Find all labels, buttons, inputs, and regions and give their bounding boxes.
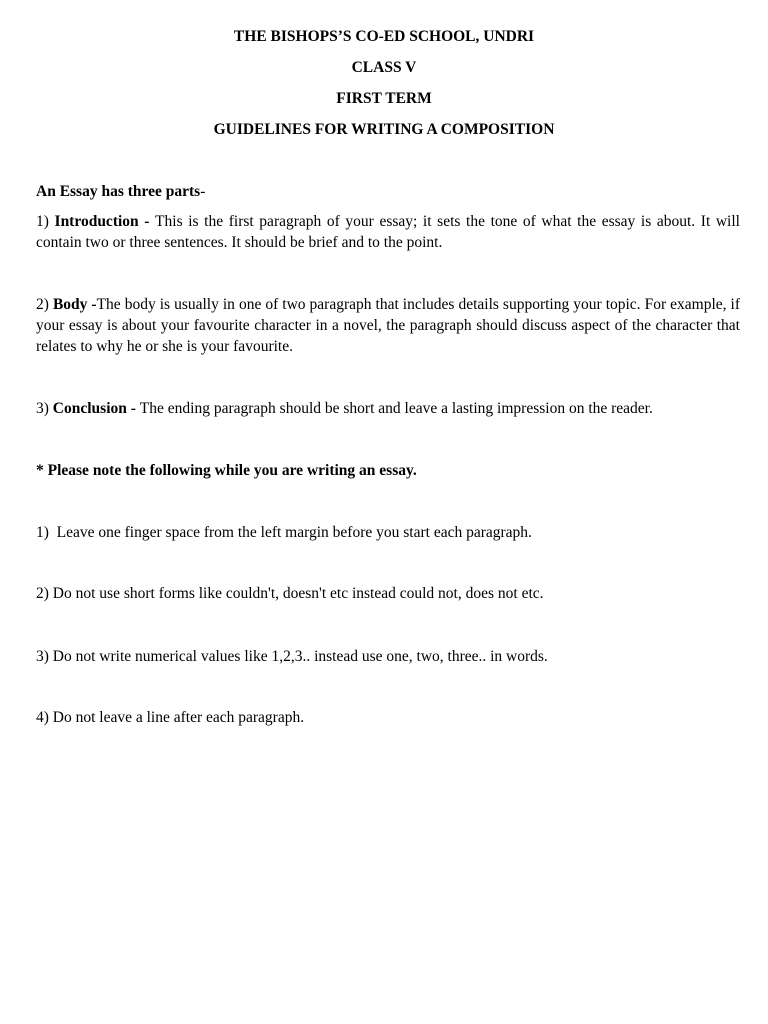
class-label: CLASS V (351, 59, 417, 76)
note-item: 3) Do not write numerical values like 1,2,3.. instead use one, two, three.. in words. (36, 648, 548, 665)
part-text: This is the first paragraph of your essay; it sets the tone of what the essay is about. It will contain two or three sentences. It should be brief and to the point. (36, 213, 740, 251)
part-number: 2) (36, 296, 53, 313)
part-number: 3) (36, 400, 53, 417)
part-number: 1) (36, 213, 55, 230)
essay-parts-heading (36, 181, 740, 202)
note-item: 2) Do not use short forms like couldn't, doesn't etc instead could not, does not etc. (36, 585, 544, 602)
essay-part-conclusion (36, 398, 740, 419)
note-item: 4) Do not leave a line after each paragraph. (36, 709, 305, 726)
note-item: 1) Leave one finger space from the left margin before you start each paragraph. (36, 524, 532, 541)
notes-heading (36, 460, 740, 481)
term-label: FIRST TERM (336, 90, 432, 107)
essay-part-introduction (36, 211, 740, 253)
part-text: The body is usually in one of two paragraph that includes details supporting your topic. For example, if your essay is about your favourite character in a novel, the paragraph should discuss aspect of the character that relates to why he or she is your favourite. (36, 296, 740, 355)
part-label: Introduction - (54, 213, 156, 230)
part-label: Body - (52, 296, 97, 313)
school-name: THE BISHOPS’S CO-ED SCHOOL, UNDRI (233, 28, 535, 45)
essay-parts-heading-suffix: - (200, 183, 206, 200)
notes-heading-text: * Please note the following while you are writing an essay. (36, 462, 417, 479)
part-text: The ending paragraph should be short and leave a lasting impression on the reader. (139, 400, 653, 417)
essay-parts-heading-text: An Essay has three parts (36, 183, 201, 200)
essay-part-body (36, 294, 740, 357)
part-label: Conclusion - (52, 400, 140, 417)
document-title: GUIDELINES FOR WRITING A COMPOSITION (213, 121, 555, 138)
